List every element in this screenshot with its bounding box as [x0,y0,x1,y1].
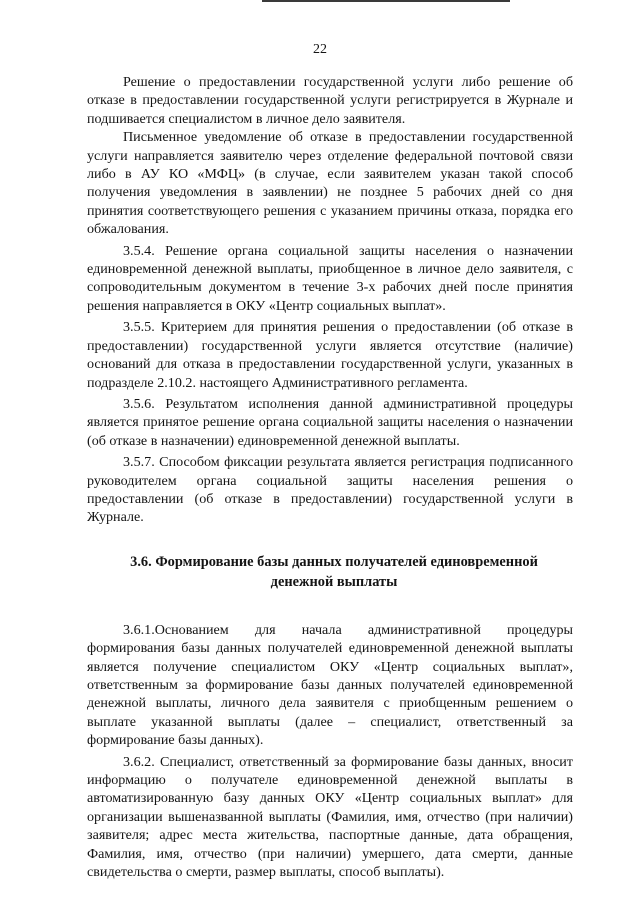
paragraph-3-5-6: 3.5.6. Результатом исполнения данной административной процедуры является принятое решение органа социальной защиты населения о назначении (об отказе в назначении) единовременной денежной выплаты. [87,395,573,449]
paragraph-3-5-7: 3.5.7. Способом фиксации результата является регистрация подписанного руководителем органа социальной защиты населения решения о предоставлении (об отказе в предоставлении) государственной услуги в Журнале. [87,454,573,526]
section-heading-3-6: 3.6. Формирование базы данных получателей единовременной денежной выплаты [130,553,538,590]
paragraph-3-5-4: 3.5.4. Решение органа социальной защиты населения о назначении единовременной денежной выплаты, приобщенное в личное дело заявителя, с сопроводительным документом в течение 3-х рабочих дней после принятия решения направляется в ОКУ «Центр социальных выплат». [87,242,573,314]
paragraph-refusal-notice: Письменное уведомление об отказе в предоставлении государственной услуги направляется заявителю через отделение федеральной почтовой связи либо в АУ КО «МФЦ» (в случае, если заявителем указан такой способ получения уведомления в заявлении) не позднее 5 рабочих дней со дня принятия соответствующего решения с указанием причины отказа, порядка его обжалования. [87,129,573,238]
paragraph-registration: Решение о предоставлении государственной услуги либо решение об отказе в предоставлении государственной услуги регистрируется в Журнале и подшивается специалистом в личное дело заявителя. [87,74,573,127]
paragraph-3-6-1: 3.6.1.Основанием для начала административной процедуры формирования базы данных получателей единовременной денежной выплаты является получение специалистом ОКУ «Центр социальных выплат», ответственным за формирование базы данных получателей единовременной денежной выплаты, личного дела заявителя с приобщенным решением о выплате указанной выплаты (далее – специалист, ответственный за формирование базы данных). [87,621,573,749]
paragraph-3-5-5: 3.5.5. Критерием для принятия решения о предоставлении (об отказе в предоставлении) государственной услуги является отсутствие (наличие) оснований для отказа в предоставлении государственной услуги, указанных в подразделе 2.10.2. настоящего Административного регламента. [87,319,573,391]
paragraph-3-6-2: 3.6.2. Специалист, ответственный за формирование базы данных, вносит информацию о получателе единовременной денежной выплаты в автоматизированную базу данных ОКУ «Центр социальных выплат» для организации вышеназванной выплаты (Фамилия, имя, отчество (при наличии) заявителя; адрес места жительства, паспортные данные, дата обращения, Фамилия, имя, отчество (при наличии) умершего, дата смерти, данные свидетельства о смерти, размер выплаты, способ выплаты). [87,753,573,881]
page-number: 22 [313,42,327,57]
document-body [87,73,573,881]
scan-edge-mark [262,0,510,2]
